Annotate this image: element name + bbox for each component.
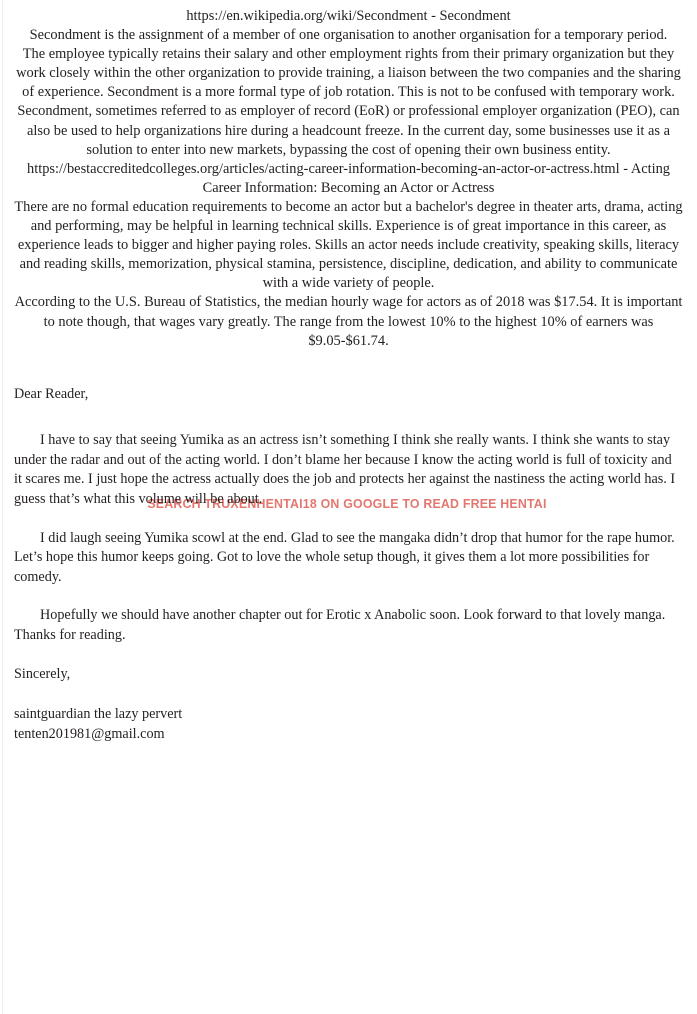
promotional-watermark: SEARCH TRUXENHENTAI18 ON GOOGLE TO READ FREE HENTAI — [147, 497, 547, 511]
source-paragraph-secondment-eor: Secondment, sometimes referred to as employer of record (EoR) or professional employer organization (PEO), can also be used to help organizations hire during a headcount freeze. In the current day, some businesses use it as a solution to enter into new markets, bypassing the cost of opening their own business entity. — [17, 103, 680, 158]
source-excerpts-block — [10, 7, 687, 351]
letter-paragraph-2: I did laugh seeing Yumika scowl at the end. Glad to see the mangaka didn’t drop that humor for the rape humor. Let’s hope this humor keeps going. Got to love the whole setup though, it gives them a lot more possibilities for comedy. — [14, 529, 675, 585]
letter-signature-email: tenten201981@gmail.com — [14, 725, 165, 742]
source-paragraph-acting-requirements: There are no formal education requirements to become an actor but a bachelor's degree in theater arts, drama, acting and performing, may be helpful in learning technical skills. Experience is of great importance in this career, as experience leads to bigger and higher paying roles. Skills an actor needs include creativity, speaking skills, literacy and reading skills, memorization, physical stamina, persistence, discipline, dedication, and ability to communicate with a wide variety of people. — [14, 198, 683, 292]
letter-paragraph-3: Hopefully we should have another chapter out for Erotic x Anabolic soon. Look forward to that lovely manga. Thanks for reading. — [14, 607, 666, 644]
letter-sign-off: Sincerely, — [14, 665, 71, 682]
letter-signature-name: saintguardian the lazy pervert — [14, 706, 183, 723]
source-paragraph-acting-wages: According to the U.S. Bureau of Statistics, the median hourly wage for actors as of 2018 was $17.54. It is important to note though, that wages vary greatly. The range from the lowest 10% to the highest 10% of earners was $9.05-$61.74. — [14, 294, 683, 349]
source-url-acting-career: https://bestaccreditedcolleges.org/articles/acting-career-information-becoming-an-actor-or-actress.html - Acting Career Information: Becoming an Actor or Actress — [27, 160, 670, 196]
source-paragraph-secondment-employee: The employee typically retains their salary and other employment rights from their primary organization but they work closely within the other organization to provide training, a liaison between the two companies and the sharing of experience. Secondment is a more formal type of job rotation. This is not to be confused with temporary work. — [16, 46, 681, 101]
source-paragraph-secondment-definition: Secondment is the assignment of a member of one organisation to another organisation for a temporary period. — [29, 27, 668, 44]
author-letter-block — [10, 385, 687, 745]
letter-paragraph-1: I have to say that seeing Yumika as an actress isn’t something I think she really wants. I think she wants to stay under the radar and out of the acting world. I don’t blame her because I know the acting world is full of toxicity and it scares me. I just hope the actress actually does the job and protects her against the nastiness the acting world has. I guess that’s what this volume will be about. — [14, 432, 676, 508]
letter-salutation: Dear Reader, — [14, 385, 89, 402]
source-url-wikipedia: https://en.wikipedia.org/wiki/Secondment - Secondment — [186, 8, 511, 24]
